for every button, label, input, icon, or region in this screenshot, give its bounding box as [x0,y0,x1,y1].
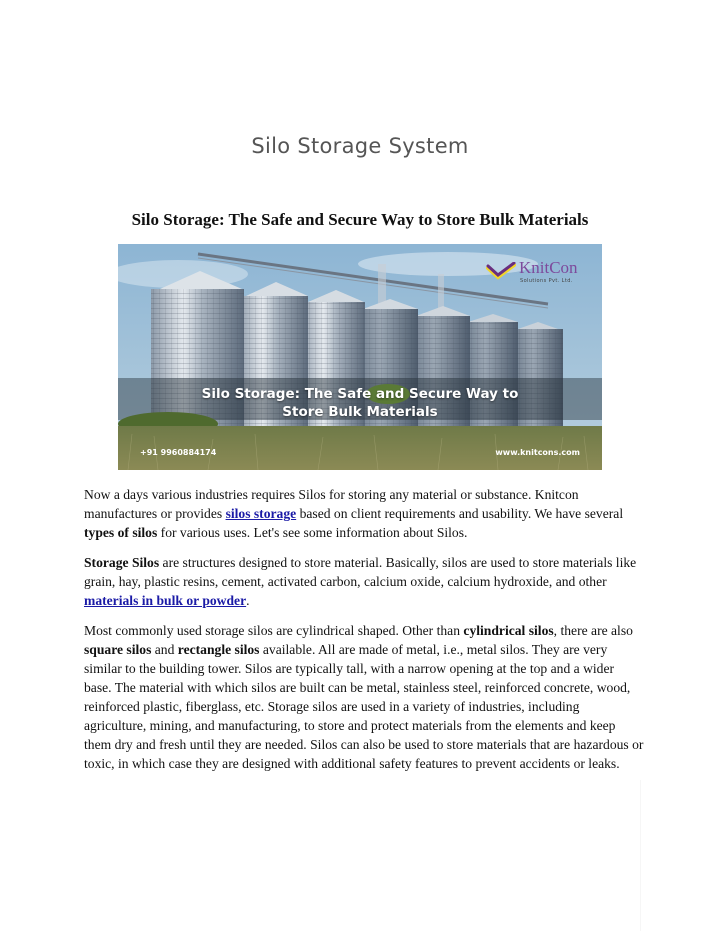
bold-text: types of silos [84,525,158,540]
bold-text: square silos [84,642,152,657]
text: Most commonly used storage silos are cylindrical shaped. Other than [84,623,464,638]
text: and [151,642,178,657]
paragraph-intro [84,485,644,542]
checkmark-logo-icon [486,262,516,282]
silos-storage-link[interactable]: silos storage [225,506,297,521]
page-edge-shade [640,780,641,931]
logo-subtitle: Solutions Pvt. Ltd. [520,278,573,284]
banner-image [118,244,602,470]
banner-headline-line2: Store Bulk Materials [282,404,438,420]
bold-text: Storage Silos [84,555,160,570]
banner-headline [118,385,602,421]
bold-text: cylindrical silos [463,623,554,638]
text: , there are also [553,623,633,638]
bold-text: rectangle silos [177,642,260,657]
text: . [246,593,250,608]
text: Now a days various industries requires Silos for storing any material or substance. Knitcon manufactures or provides [84,487,579,521]
text: for various uses. Let's see some information about Silos. [157,525,468,540]
banner-website: www.knitcons.com [495,448,580,457]
banner-phone: +91 9960884174 [140,448,217,457]
text: based on client requirements and usability. We have several [296,506,624,521]
materials-bulk-powder-link[interactable]: materials in bulk or powder [84,593,247,608]
knitcon-logo [486,258,596,288]
paragraph-storage-silos [84,553,644,610]
banner-headline-line1: Silo Storage: The Safe and Secure Way to [201,386,519,402]
text: available. All are made of metal, i.e., metal silos. They are very similar to the building tower. Silos are typically tall, with a narrow opening at the top and a wider base. The material with which silos are built can be metal, stainless steel, reinforced concrete, wood, reinforced plastic, fiberglass, etc. Storage silos are used in a variety of industries, including agriculture, mining, and manufacturing, to store and protect materials from the elements and keep them dry and fresh until they are needed. Silos can also be used to store materials that are hazardous or toxic, in which case they are designed with additional safety features to prevent accidents or leaks. [84,642,644,771]
document-title: Silo Storage System [251,134,469,158]
text: are structures designed to store material. Basically, silos are used to store materials like grain, hay, plastic resins, cement, activated carbon, calcium oxide, calcium hydroxide, and other [84,555,637,589]
logo-name: KnitCon [519,258,578,277]
paragraph-silo-types [84,621,644,773]
article-heading: Silo Storage: The Safe and Secure Way to Store Bulk Materials [131,210,589,229]
